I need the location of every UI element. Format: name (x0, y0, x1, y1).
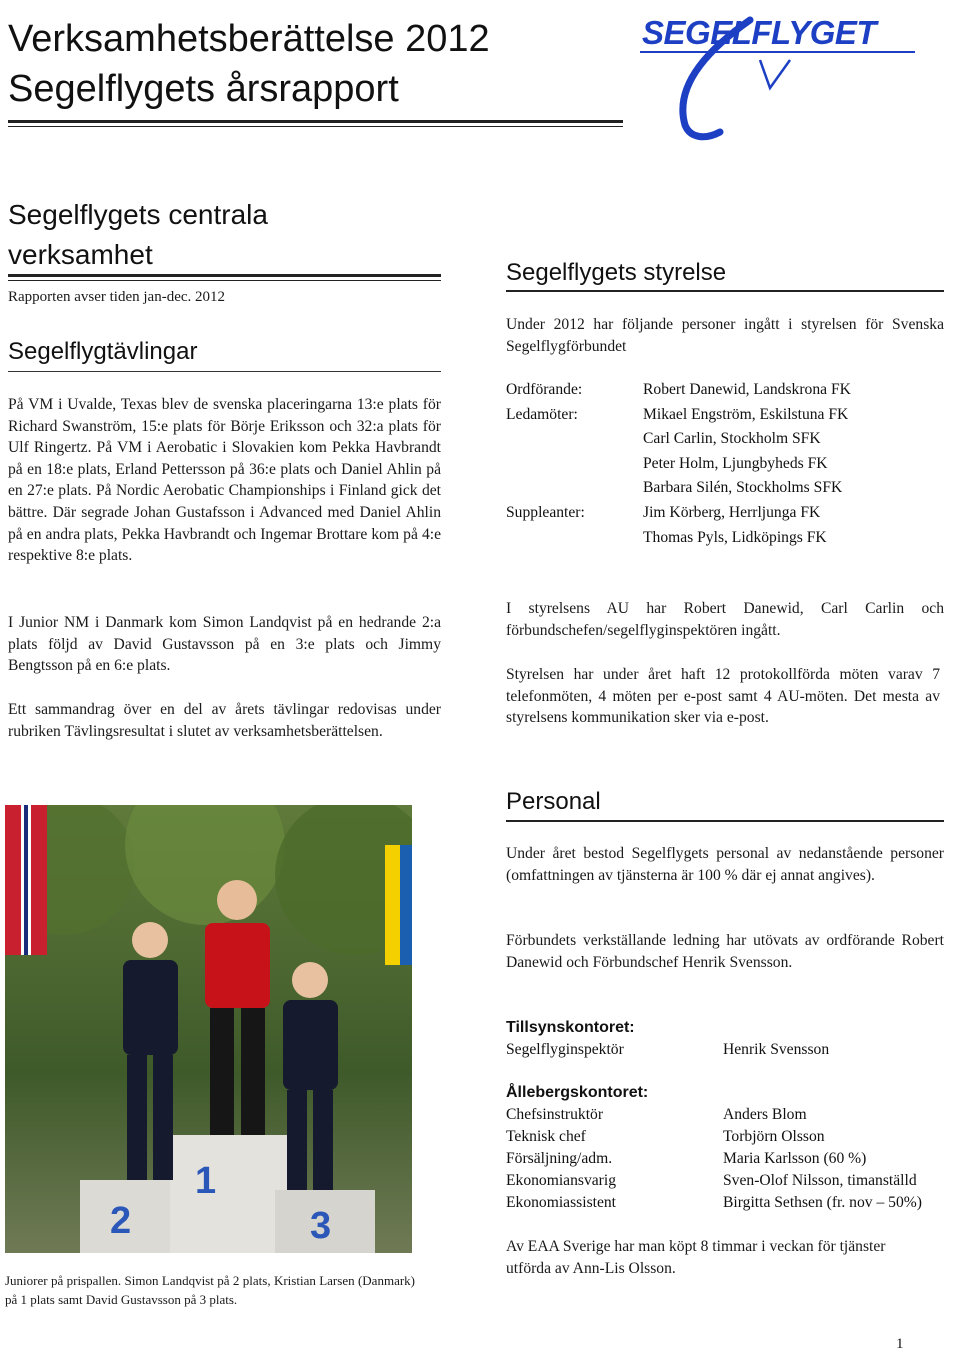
segelflyget-logo (630, 0, 930, 145)
board-member: Jim Körberg, Herrljunga FK (643, 503, 821, 521)
board-member: Robert Danewid, Landskrona FK (643, 381, 851, 398)
title-line-1: Verksamhetsberättelse 2012 (8, 18, 490, 60)
podium-number-1: 1 (195, 1160, 217, 1202)
staff-title: Teknisk chef (506, 1128, 586, 1145)
board-heading: Segelflygets styrelse (506, 259, 727, 286)
heading-line-1: Segelflygets centrala (8, 199, 268, 230)
board-intro: Under 2012 har följande personer ingått i styrelsen för Svenska Segelflygförbundet (506, 316, 944, 355)
staff-title: Ekonomiansvarig (506, 1172, 617, 1189)
board-meetings-text: Styrelsen har under året haft 12 protokollförda möten varav 7 telefonmöten, 4 möten per e-post samt 4 AU-möten. Det mesta av styrelsens kommunikation sker via e-post. (506, 666, 940, 727)
staff-name: Birgitta Sethsen (fr. nov – 50%) (723, 1194, 922, 1211)
section-underline (8, 274, 441, 281)
heading-line-2: verksamhet (8, 239, 153, 270)
photo-caption: Juniorer på prispallen. Simon Landqvist på 2 plats, Kristian Larsen (Danmark) på 1 plats samt David Gustavsson på 3 plats. (5, 1273, 415, 1307)
staff-heading: Personal (506, 788, 601, 815)
competitions-underline (8, 371, 441, 372)
board-member: Peter Holm, Ljungbyheds FK (643, 454, 828, 472)
page-number: 1 (896, 1336, 904, 1352)
board-members-list (506, 379, 944, 548)
staff-name: Sven-Olof Nilsson, timanställd (723, 1172, 917, 1189)
staff-title: Försäljning/adm. (506, 1150, 613, 1167)
competitions-paragraph-2: I Junior NM i Danmark kom Simon Landqvist på en hedrande 2:a plats följd av David Gustavsson på en 3:e plats och Jimmy Bengtsson på en 6:e plats. (8, 614, 441, 675)
board-role: Ordförande: (506, 381, 583, 398)
competitions-paragraph-1: På VM i Uvalde, Texas blev de svenska placeringarna 13:e plats för Richard Swanström, 15:e plats för Börje Eriksson och 32:a plats för Ulf Ringertz. På VM i Aerobatic i Slovakien kom Pekka Havbrandt på en 18:e plats, Erland Pettersson på 36:e plats och Daniel Ahlin på en 27:e plats. På Nordic Aerobatic Championships i Finland gick det bättre. Där segrade Johan Gustafsson i Advanced med Daniel Ahlin på en andra plats, Pekka Havbrandt och Ingemar Brottare kom på 4:e respektive 8:e plats. (8, 396, 441, 565)
office2-staff-list (506, 1104, 958, 1214)
staff-name: Anders Blom (723, 1106, 807, 1123)
board-role (506, 453, 643, 475)
office1-heading: Tillsynskontoret: (506, 1019, 635, 1036)
board-role: Suppleanter: (506, 503, 585, 521)
podium-block-1 (155, 1135, 290, 1253)
report-period: Rapporten avser tiden jan-dec. 2012 (8, 289, 226, 305)
board-member: Carl Carlin, Stockholm SFK (643, 430, 821, 448)
staff-intro: Under året bestod Segelflygets personal av nedanstående personer (omfattningen av tjänsterna är 100 % där ej annat angives). (506, 845, 944, 884)
staff-title: Chefsinstruktör (506, 1106, 604, 1123)
title-line-2: Segelflygets årsrapport (8, 68, 399, 110)
competitions-heading: Segelflygtävlingar (8, 338, 198, 365)
title-underline (8, 120, 623, 127)
board-role (506, 428, 643, 450)
board-role (506, 477, 643, 499)
podium-photo (5, 805, 412, 1253)
podium-number-3: 3 (310, 1205, 332, 1247)
staff-name: Torbjörn Olsson (723, 1128, 825, 1145)
logo-wordmark: SEGELFLYGET (642, 14, 877, 51)
staff-underline (506, 820, 944, 822)
staff-title: Segelflyginspektör (506, 1041, 624, 1058)
board-au-text: I styrelsens AU har Robert Danewid, Carl Carlin och förbundschefen/segelflyginspektören ingått. (506, 600, 944, 639)
staff-title: Ekonomiassistent (506, 1194, 617, 1211)
eaa-text: Av EAA Sverige har man köpt 8 timmar i veckan för tjänster utförda av Ann-Lis Olsson. (506, 1238, 886, 1277)
board-role (506, 527, 643, 549)
board-member: Thomas Pyls, Lidköpings FK (643, 528, 827, 546)
competitions-paragraph-3: Ett sammandrag över en del av årets tävlingar redovisas under rubriken Tävlingsresultat i slutet av verksamhetsberättelsen. (8, 701, 441, 740)
board-member: Mikael Engström, Eskilstuna FK (643, 405, 849, 423)
office2-heading: Ållebergskontoret: (506, 1084, 649, 1101)
staff-management: Förbundets verkställande ledning har utövats av ordförande Robert Danewid och Förbundschef Henrik Svensson. (506, 932, 944, 971)
podium-number-2: 2 (110, 1200, 132, 1242)
staff-name: Henrik Svensson (723, 1041, 830, 1058)
board-role: Ledamöter: (506, 405, 578, 423)
office1-staff-list (506, 1039, 956, 1061)
board-underline (506, 290, 944, 292)
logo-glider-mark (760, 60, 790, 88)
page-title (8, 14, 490, 114)
staff-name: Maria Karlsson (60 %) (723, 1150, 867, 1167)
board-member: Barbara Silén, Stockholms SFK (643, 479, 843, 497)
central-section-heading (8, 195, 448, 275)
